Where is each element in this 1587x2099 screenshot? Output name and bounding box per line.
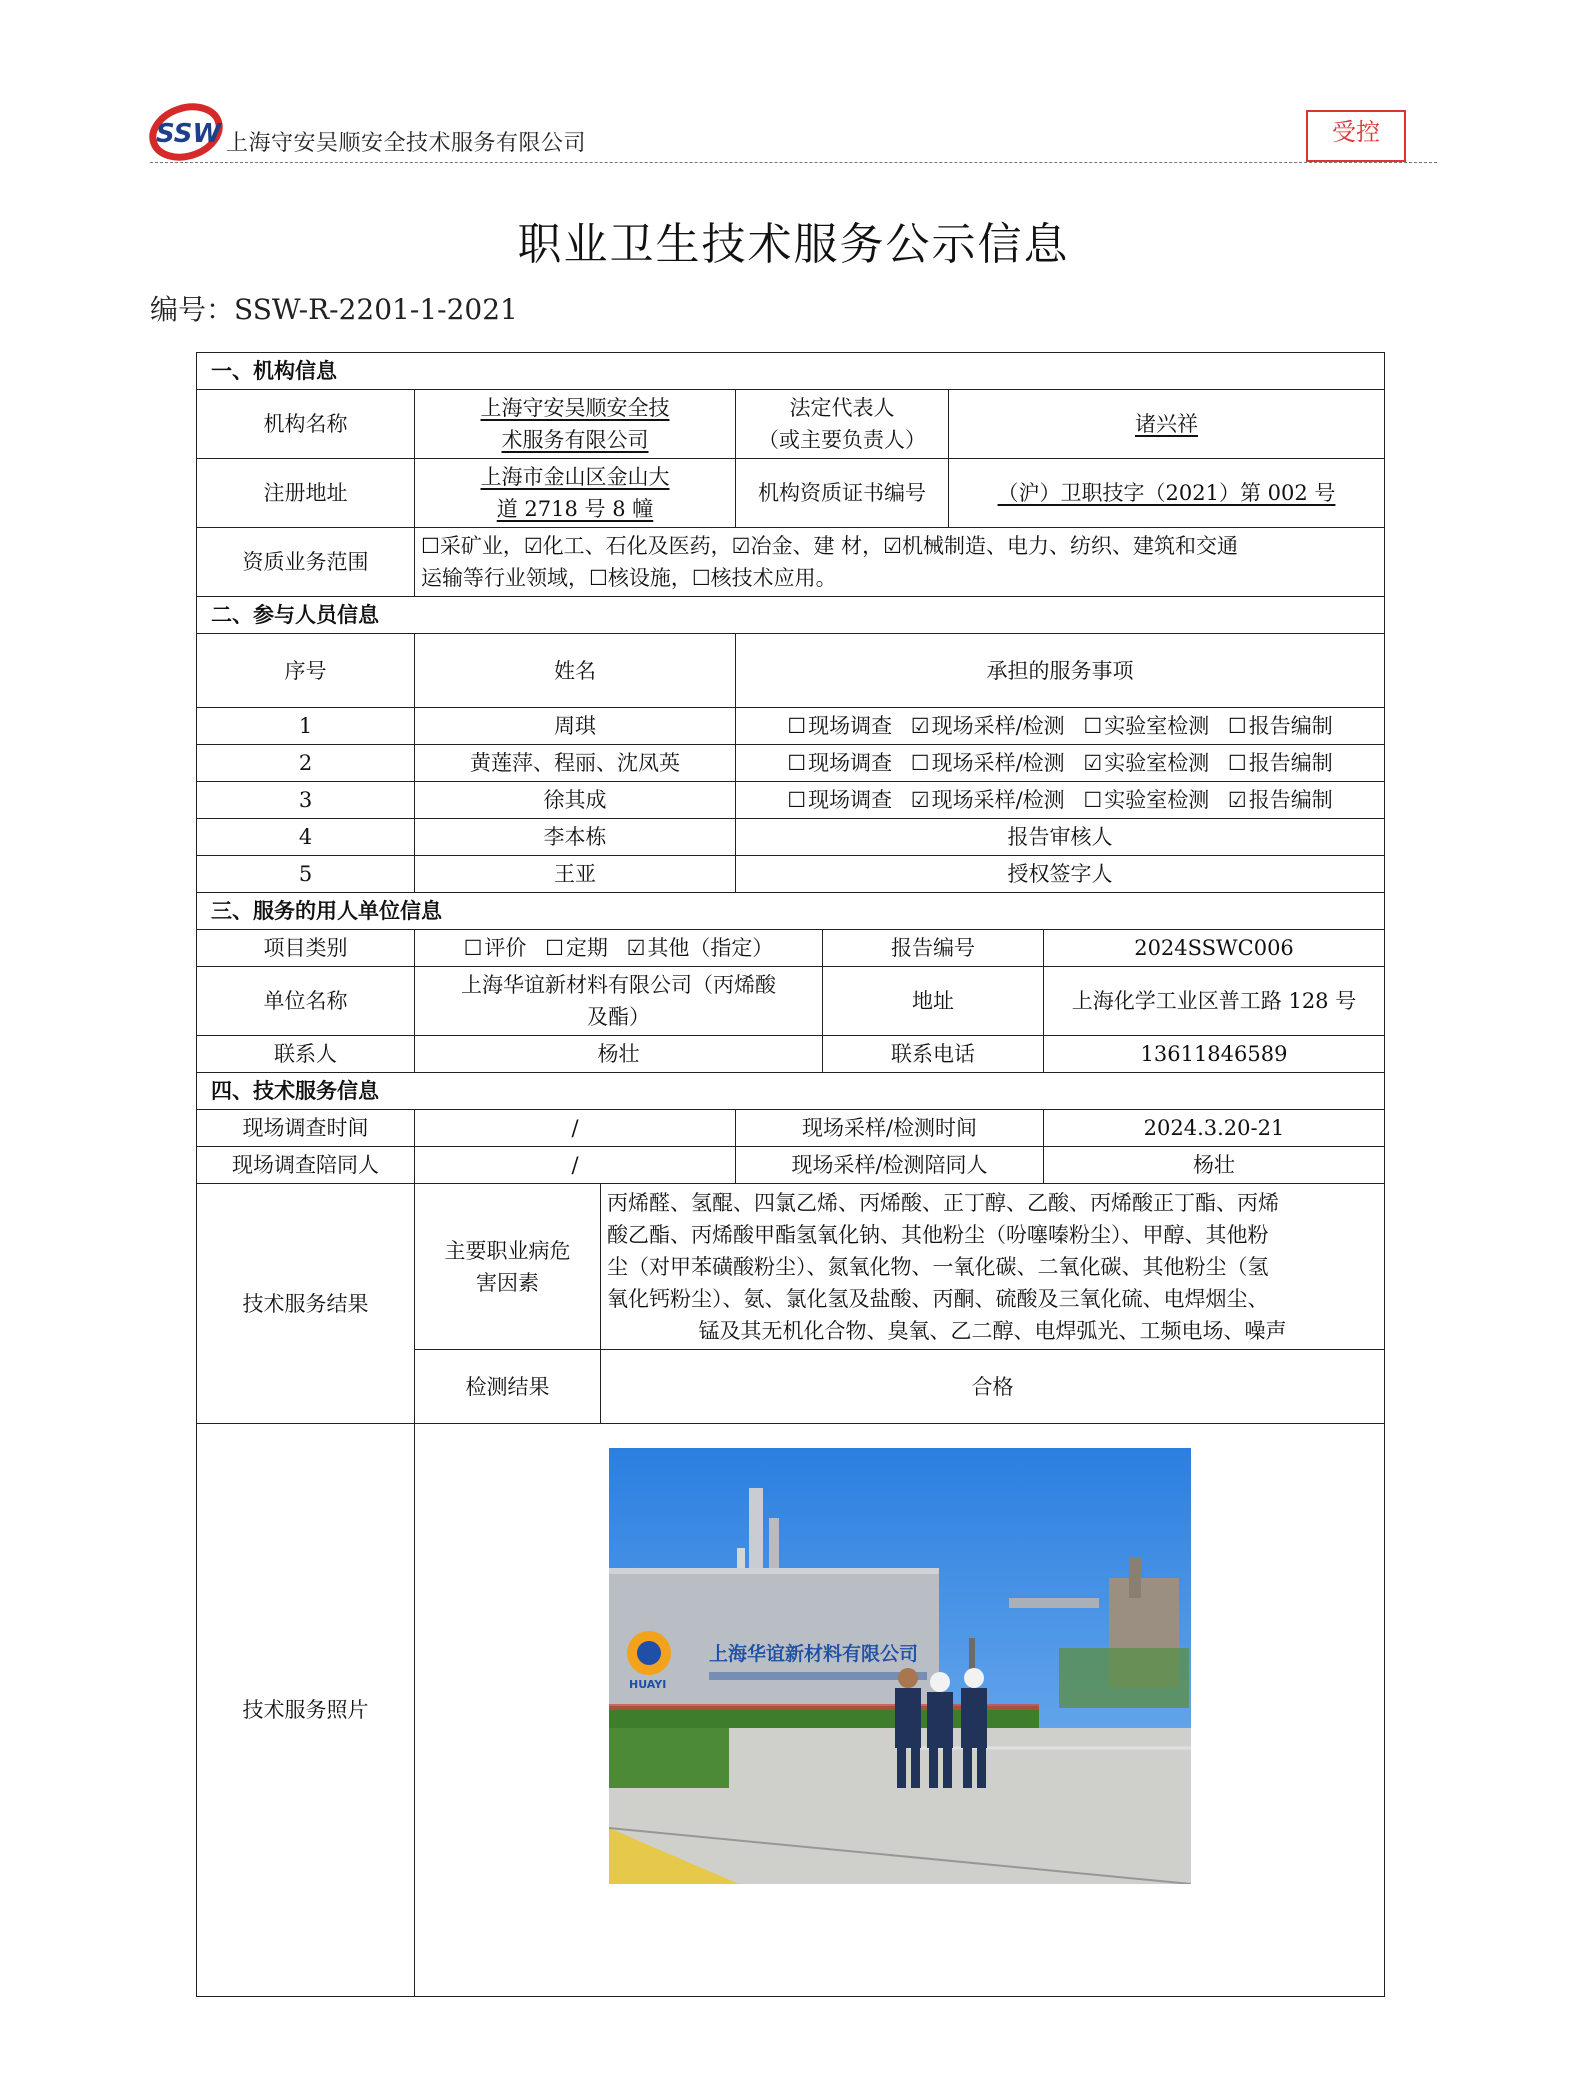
hazard-factors: 丙烯醛、氢醌、四氯乙烯、丙烯酸、正丁醇、乙酸、丙烯酸正丁酯、丙烯 酸乙酯、丙烯酸甲酯氢氧化钠、其他粉尘（吩噻嗪粉尘）、甲醇、其他粉 尘（对甲苯磺酸粉尘）、氮氧化物、一氧化碳、二氧化碳、其他粉尘（氢 氧化钙粉尘）、氨、氯化氢及盐酸、丙酮、硫酸及三氧化硫、电焊烟尘、 锰及其无机化合物、臭氧、乙二醇、电焊弧光、工频电场、噪声 [601,1184,1385,1350]
document-number: 编号：SSW-R-2201-1-2021 [150,293,518,326]
test-result-value: 合格 [601,1350,1385,1424]
scope-label: 资质业务范围 [197,528,415,597]
scope-value: ☐采矿业，☑化工、石化及医药，☑冶金、建 材，☑机械制造、电力、纺织、建筑和交通 运输等行业领域，☐核设施，☐核技术应用。 [415,528,1385,597]
test-result-label: 检测结果 [415,1350,601,1424]
section-client-heading: 三、服务的用人单位信息 [197,893,1385,930]
task-checklist: ☐现场调查 ☐现场采样/检测 ☑实验室检测 ☐报告编制 [736,745,1385,782]
survey-time-label: 现场调查时间 [197,1110,415,1147]
report-no-label: 报告编号 [823,930,1044,967]
legal-rep-value: 诸兴祥 [949,390,1385,459]
svg-text:HUAYI: HUAYI [628,1678,666,1691]
header-divider [150,162,1437,163]
personnel-row: 1 周琪 ☐现场调查 ☑现场采样/检测 ☐实验室检测 ☐报告编制 [197,708,1385,745]
controlled-stamp: 受控 [1306,110,1406,162]
survey-escort-value: / [415,1147,736,1184]
svg-text:上海华谊新材料有限公司: 上海华谊新材料有限公司 [708,1643,918,1665]
project-type-label: 项目类别 [197,930,415,967]
sampling-escort-label: 现场采样/检测陪同人 [736,1147,1044,1184]
sampling-escort-value: 杨壮 [1044,1147,1385,1184]
result-label: 技术服务结果 [197,1184,415,1424]
section-service-heading: 四、技术服务信息 [197,1073,1385,1110]
sampling-time-value: 2024.3.20-21 [1044,1110,1385,1147]
contact-value: 杨壮 [415,1036,823,1073]
svg-text:SSW: SSW [156,119,222,149]
col-header-task: 承担的服务事项 [736,634,1385,708]
unit-address-value: 上海化学工业区普工路 128 号 [1044,967,1385,1036]
survey-escort-label: 现场调查陪同人 [197,1147,415,1184]
info-table [196,352,1385,1997]
project-type-checklist: ☐评价 ☐定期 ☑其他（指定） [415,930,823,967]
org-name-label: 机构名称 [197,390,415,459]
report-no-value: 2024SSWC006 [1044,930,1385,967]
address-value: 上海市金山区金山大 道 2718 号 8 幢 [415,459,736,528]
sampling-time-label: 现场采样/检测时间 [736,1110,1044,1147]
col-header-name: 姓名 [415,634,736,708]
personnel-row: 3 徐其成 ☐现场调查 ☑现场采样/检测 ☐实验室检测 ☑报告编制 [197,782,1385,819]
task-checklist: ☐现场调查 ☑现场采样/检测 ☐实验室检测 ☑报告编制 [736,782,1385,819]
service-photo [609,1448,1191,1884]
unit-address-label: 地址 [823,967,1044,1036]
phone-label: 联系电话 [823,1036,1044,1073]
company-logo [148,100,228,162]
cert-value: （沪）卫职技字（2021）第 002 号 [949,459,1385,528]
org-name-value: 上海守安吴顺安全技 术服务有限公司 [415,390,736,459]
survey-time-value: / [415,1110,736,1147]
unit-name-label: 单位名称 [197,967,415,1036]
section-org-heading: 一、机构信息 [197,353,1385,390]
personnel-row: 5 王亚 授权签字人 [197,856,1385,893]
legal-rep-label: 法定代表人 （或主要负责人） [736,390,949,459]
page-title: 职业卫生技术服务公示信息 [517,219,1070,270]
cert-label: 机构资质证书编号 [736,459,949,528]
unit-name-value: 上海华谊新材料有限公司（丙烯酸 及酯） [415,967,823,1036]
personnel-row: 4 李本栋 报告审核人 [197,819,1385,856]
section-personnel-heading: 二、参与人员信息 [197,597,1385,634]
contact-label: 联系人 [197,1036,415,1073]
task-checklist: ☐现场调查 ☑现场采样/检测 ☐实验室检测 ☐报告编制 [736,708,1385,745]
phone-value: 13611846589 [1044,1036,1385,1073]
personnel-row: 2 黄莲萍、程丽、沈凤英 ☐现场调查 ☐现场采样/检测 ☑实验室检测 ☐报告编制 [197,745,1385,782]
photo-cell [415,1424,1385,1997]
photo-label: 技术服务照片 [197,1424,415,1997]
hazard-label: 主要职业病危 害因素 [415,1184,601,1350]
address-label: 注册地址 [197,459,415,528]
header-company-name: 上海守安吴顺安全技术服务有限公司 [226,131,587,156]
col-header-no: 序号 [197,634,415,708]
